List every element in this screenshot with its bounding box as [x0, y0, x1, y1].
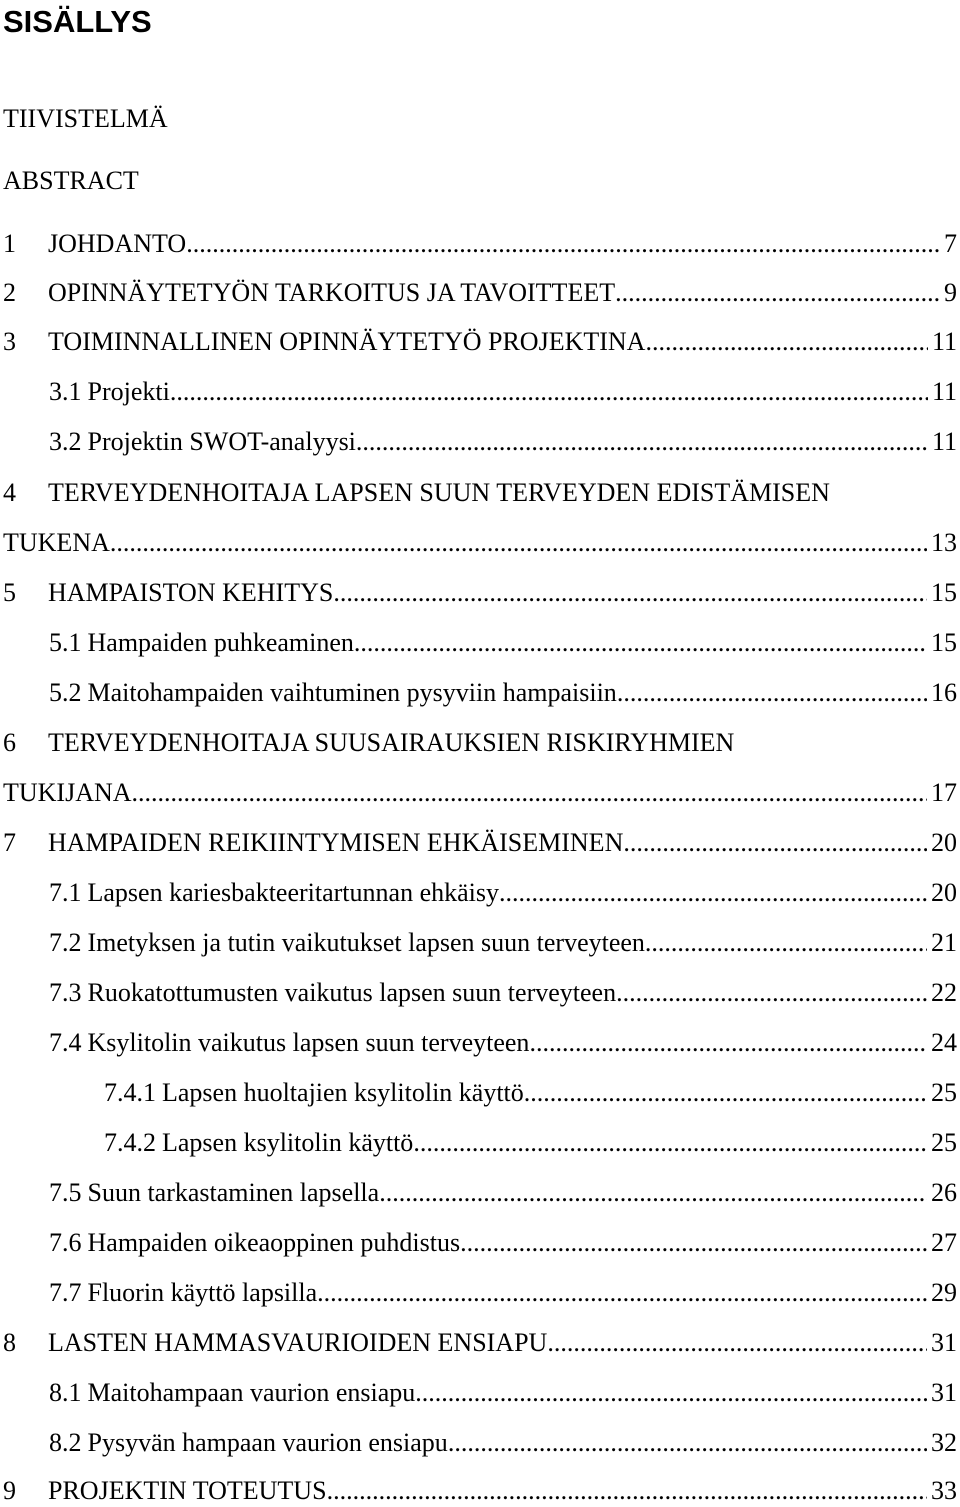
toc-label: LASTEN HAMMASVAURIOIDEN ENSIAPU	[48, 1328, 548, 1357]
toc-front-abstract-en[interactable]: ABSTRACT	[3, 166, 139, 195]
toc-number: 8.2	[49, 1428, 82, 1457]
toc-leader	[317, 1277, 927, 1309]
toc-leader	[379, 1177, 927, 1209]
toc-label: TUKENA	[3, 528, 110, 557]
toc-page: 29	[931, 1278, 957, 1307]
toc-page: 7	[944, 229, 957, 258]
toc-leader	[547, 1327, 927, 1359]
toc-leader	[623, 827, 927, 859]
toc-label: Maitohampaan vaurion ensiapu	[87, 1378, 416, 1407]
toc-number: 8.1	[49, 1378, 82, 1407]
toc-leader	[529, 1027, 927, 1059]
toc-leader	[524, 1077, 927, 1109]
toc-leader	[354, 627, 927, 659]
toc-label: Ksylitolin vaikutus lapsen suun terveyteen	[87, 1028, 530, 1057]
toc-number: 5.2	[49, 678, 82, 707]
toc-number: 7.1	[49, 878, 82, 907]
toc-entry-5[interactable]	[0, 577, 957, 609]
toc-label: OPINNÄYTETYÖN TARKOITUS JA TAVOITTEET	[48, 278, 616, 307]
toc-entry-9[interactable]	[0, 1475, 957, 1507]
toc-leader	[499, 877, 927, 909]
toc-page: 24	[931, 1028, 957, 1057]
toc-label: Suun tarkastaminen lapsella	[87, 1178, 380, 1207]
toc-page: 11	[931, 427, 957, 456]
toc-leader	[615, 277, 940, 309]
toc-page: 22	[931, 978, 957, 1007]
toc-entry-7-1[interactable]	[0, 877, 957, 909]
toc-page: 26	[931, 1178, 957, 1207]
toc-entry-7-7[interactable]	[0, 1277, 957, 1309]
toc-entry-4-first-line[interactable]	[3, 477, 830, 509]
page-title: SISÄLLYS	[3, 4, 152, 39]
toc-entry-7-6[interactable]	[0, 1227, 957, 1259]
toc-number: 3.1	[49, 377, 82, 406]
toc-leader	[186, 228, 940, 260]
toc-front-abstract-fi[interactable]: TIIVISTELMÄ	[3, 104, 168, 133]
toc-page: 31	[931, 1328, 957, 1357]
toc-label: Hampaiden puhkeaminen	[87, 628, 354, 657]
toc-entry-6[interactable]	[0, 777, 957, 809]
toc-leader	[110, 527, 927, 559]
toc-label: Projekti	[87, 377, 170, 406]
toc-label: TUKIJANA	[3, 778, 132, 807]
toc-number: 7.3	[49, 978, 82, 1007]
toc-label: Ruokatottumusten vaikutus lapsen suun terveyteen	[87, 978, 617, 1007]
toc-page: 25	[931, 1078, 957, 1107]
toc-label: HAMPAISTON KEHITYS	[48, 578, 334, 607]
toc-entry-3[interactable]	[0, 326, 957, 358]
toc-number: 7.5	[49, 1178, 82, 1207]
toc-page: 25	[931, 1128, 957, 1157]
toc-number: 5	[3, 578, 16, 607]
toc-number: 8	[3, 1328, 16, 1357]
toc-leader	[170, 376, 928, 408]
toc-number: 5.1	[49, 628, 82, 657]
toc-page: 16	[931, 678, 957, 707]
toc-entry-5-1[interactable]	[0, 627, 957, 659]
toc-label: PROJEKTIN TOTEUTUS	[48, 1476, 327, 1505]
toc-page: 11	[931, 327, 957, 356]
toc-page: 13	[931, 528, 957, 557]
toc-label: Maitohampaiden vaihtuminen pysyviin hampaisiin	[87, 678, 617, 707]
toc-label: Imetyksen ja tutin vaikutukset lapsen suun terveyteen	[87, 928, 645, 957]
toc-page: 15	[931, 578, 957, 607]
toc-label: Lapsen huoltajien ksylitolin käyttö	[162, 1078, 524, 1107]
toc-entry-5-2[interactable]	[0, 677, 957, 709]
toc-number: 7.4.2	[104, 1128, 156, 1157]
toc-page: 11	[931, 377, 957, 406]
toc-entry-7-4-2[interactable]	[0, 1127, 957, 1159]
toc-number: 1	[3, 229, 16, 258]
toc-entry-8-1[interactable]	[0, 1377, 957, 1409]
toc-entry-3-2[interactable]	[0, 426, 957, 458]
toc-label: JOHDANTO	[48, 229, 187, 258]
toc-page: 27	[931, 1228, 957, 1257]
toc-label: HAMPAIDEN REIKIINTYMISEN EHKÄISEMINEN	[48, 828, 624, 857]
toc-leader	[616, 977, 927, 1009]
toc-number: 7.7	[49, 1278, 82, 1307]
toc-label: TERVEYDENHOITAJA SUUSAIRAUKSIEN RISKIRYHMIEN	[48, 728, 735, 757]
toc-leader	[645, 326, 927, 358]
toc-leader	[413, 1127, 927, 1159]
toc-leader	[448, 1427, 927, 1459]
toc-number: 7	[3, 828, 16, 857]
toc-page: 15	[931, 628, 957, 657]
toc-leader	[645, 927, 927, 959]
toc-number: 3.2	[49, 427, 82, 456]
toc-entry-4[interactable]	[0, 527, 957, 559]
toc-page: 17	[931, 778, 957, 807]
toc-entry-6-first-line[interactable]	[3, 727, 734, 759]
toc-number: 6	[3, 728, 16, 757]
toc-number: 3	[3, 327, 16, 356]
toc-entry-7-4-1[interactable]	[0, 1077, 957, 1109]
toc-leader	[132, 777, 927, 809]
toc-number: 7.4.1	[104, 1078, 156, 1107]
toc-leader	[333, 577, 927, 609]
toc-leader	[617, 677, 927, 709]
toc-label: Fluorin käyttö lapsilla	[87, 1278, 318, 1307]
toc-entry-7[interactable]	[0, 827, 957, 859]
toc-page: 20	[931, 878, 957, 907]
toc-leader	[327, 1475, 927, 1507]
toc-entry-7-2[interactable]	[0, 927, 957, 959]
toc-page: 32	[931, 1428, 957, 1457]
toc-leader	[415, 1377, 927, 1409]
toc-page: 21	[931, 928, 957, 957]
toc-entry-7-4[interactable]	[0, 1027, 957, 1059]
toc-entry-3-1[interactable]	[0, 376, 957, 408]
toc-label: Pysyvän hampaan vaurion ensiapu	[87, 1428, 448, 1457]
toc-label: Projektin SWOT-analyysi	[87, 427, 356, 456]
toc-entry-8[interactable]	[0, 1327, 957, 1359]
toc-entry-7-3[interactable]	[0, 977, 957, 1009]
toc-page: 9	[944, 278, 957, 307]
toc-label: Lapsen ksylitolin käyttö	[162, 1128, 414, 1157]
toc-page: 31	[931, 1378, 957, 1407]
toc-number: 4	[3, 478, 16, 507]
toc-page: 33	[931, 1476, 957, 1505]
toc-leader	[356, 426, 928, 458]
toc-number: 7.2	[49, 928, 82, 957]
toc-label: TOIMINNALLINEN OPINNÄYTETYÖ PROJEKTINA	[48, 327, 646, 356]
toc-entry-7-5[interactable]	[0, 1177, 957, 1209]
toc-number: 2	[3, 278, 16, 307]
toc-entry-8-2[interactable]	[0, 1427, 957, 1459]
toc-leader	[460, 1227, 927, 1259]
toc-page: 20	[931, 828, 957, 857]
toc-entry-2[interactable]	[0, 277, 957, 309]
toc-label: Hampaiden oikeaoppinen puhdistus	[87, 1228, 461, 1257]
toc-number: 7.6	[49, 1228, 82, 1257]
toc-entry-1[interactable]	[0, 228, 957, 260]
toc-number: 7.4	[49, 1028, 82, 1057]
toc-label: Lapsen kariesbakteeritartunnan ehkäisy	[87, 878, 499, 907]
toc-number: 9	[3, 1476, 16, 1505]
toc-label: TERVEYDENHOITAJA LAPSEN SUUN TERVEYDEN EDISTÄMISEN	[48, 478, 830, 507]
